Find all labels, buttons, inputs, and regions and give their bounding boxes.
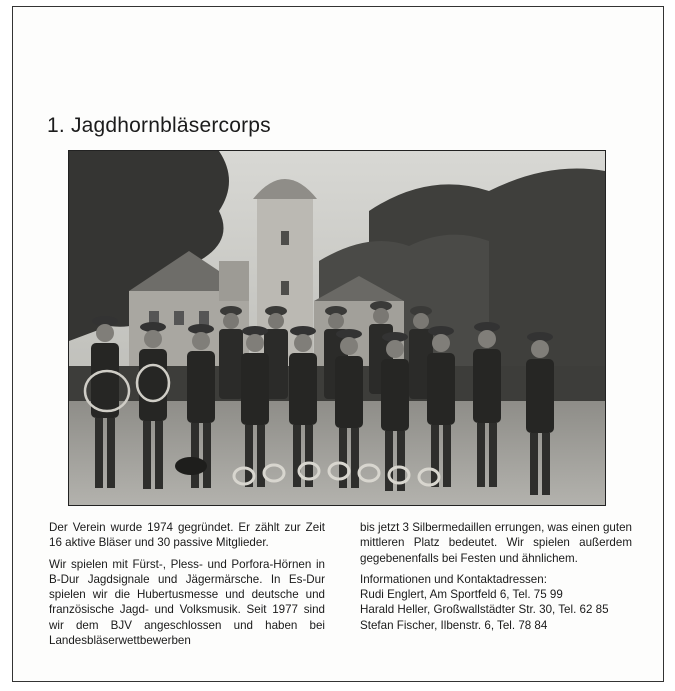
right-text-column bbox=[360, 520, 632, 633]
page-title: 1. Jagdhornbläsercorps bbox=[47, 114, 271, 137]
contact-entry: Rudi Englert, Am Sportfeld 6, Tel. 75 99 bbox=[360, 588, 563, 602]
repertoire-paragraph: Wir spielen mit Fürst-, Pless- und Porfora-Hörnen in B-Dur Jagdsignale und Jägermärsche. In Es-Dur spielen wir die Hubertusmesse und deutsche und französische Jagd- und Volksmusik. Seit 1977 sind wir dem BJV angeschlossen und haben bei Landesbläserwettbewerben bbox=[49, 557, 325, 648]
group-photo-illustration bbox=[69, 151, 605, 505]
contacts-heading: Informationen und Kontaktadressen: bbox=[360, 572, 547, 586]
medals-paragraph: bis jetzt 3 Silbermedaillen errungen, was einen guten mittleren Platz bedeutet. Wir spielen außerdem gegebenenfalls bei Festen und ähnlichem. bbox=[360, 521, 632, 565]
left-text-column bbox=[49, 520, 325, 654]
intro-paragraph: Der Verein wurde 1974 gegründet. Er zählt zur Zeit 16 aktive Bläser und 30 passive Mitglieder. bbox=[49, 521, 325, 550]
group-photo bbox=[68, 150, 606, 506]
contacts-block bbox=[360, 572, 632, 633]
contact-entry: Harald Heller, Großwallstädter Str. 30, Tel. 62 85 bbox=[360, 603, 609, 617]
contact-entry: Stefan Fischer, Ilbenstr. 6, Tel. 78 84 bbox=[360, 618, 548, 632]
